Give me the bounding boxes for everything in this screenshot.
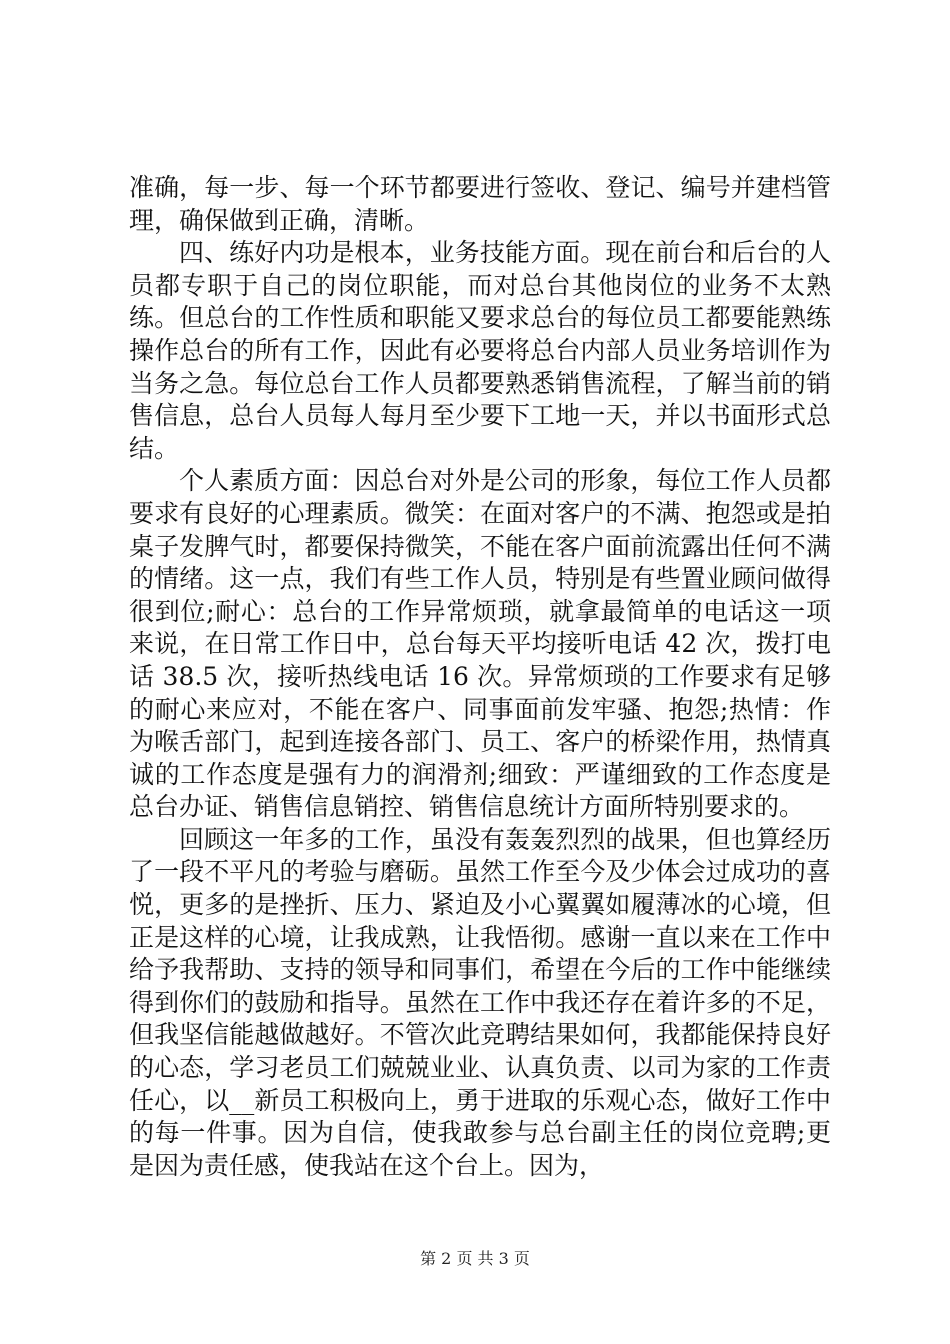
paragraph-2: 四、练好内功是根本，业务技能方面。现在前台和后台的人员都专职于自己的岗位职能，而对总台其他岗位的业务不太熟练。但总台的工作性质和职能又要求总台的每位员工都要能熟练操作总台的所有工作，因此有必要将总台内部人员业务培训作为当务之急。每位总台工作人员都要熟悉销售流程，了解当前的销售信息，总台人员每人每月至少要下工地一天，并以书面形式总结。 bbox=[129, 238, 831, 463]
paragraph-4: 回顾这一年多的工作，虽没有轰轰烈烈的战果，但也算经历了一段不平凡的考验与磨砺。虽然工作至今及少体会过成功的喜悦，更多的是挫折、压力、紧迫及小心翼翼如履薄冰的心境，但正是这样的心境，让我成熟，让我悟彻。感谢一直以来在工作中给予我帮助、支持的领导和同事们，希望在今后的工作中能继续得到你们的鼓励和指导。虽然在工作中我还存在着许多的不足，但我坚信能越做越好。不管次此竞聘结果如何，我都能保持良好的心态，学习老员工们兢兢业业、认真负责、以司为家的工作责任心，以__新员工积极向上，勇于进取的乐观心态，做好工作中的每一件事。因为自信，使我敢参与总台副主任的岗位竞聘;更是因为责任感，使我站在这个台上。因为， bbox=[129, 824, 831, 1180]
page-number-footer: 第 2 页 共 3 页 bbox=[420, 1249, 530, 1268]
document-body bbox=[129, 172, 831, 1182]
paragraph-3: 个人素质方面：因总台对外是公司的形象，每位工作人员都要求有良好的心理素质。微笑：在面对客户的不满、抱怨或是拍桌子发脾气时，都要保持微笑，不能在客户面前流露出任何不满的情绪。这一点，我们有些工作人员，特别是有些置业顾问做得很到位;耐心：总台的工作异常烦琐，就拿最简单的电话这一项来说，在日常工作日中，总台每天平均接听电话 42 次，拨打电话 38.5 次，接听热线电话 16 次。异常烦琐的工作要求有足够的耐心来应对，不能在客户、同事面前发牢骚、抱怨;热情：作为喉舌部门，起到连接各部门、员工、客户的桥梁作用，热情真诚的工作态度是强有力的润滑剂;细致：严谨细致的工作态度是总台办证、销售信息销控、销售信息统计方面所特别要求的。 bbox=[129, 466, 831, 822]
paragraph-1: 准确，每一步、每一个环节都要进行签收、登记、编号并建档管理，确保做到正确，清晰。 bbox=[129, 173, 831, 235]
